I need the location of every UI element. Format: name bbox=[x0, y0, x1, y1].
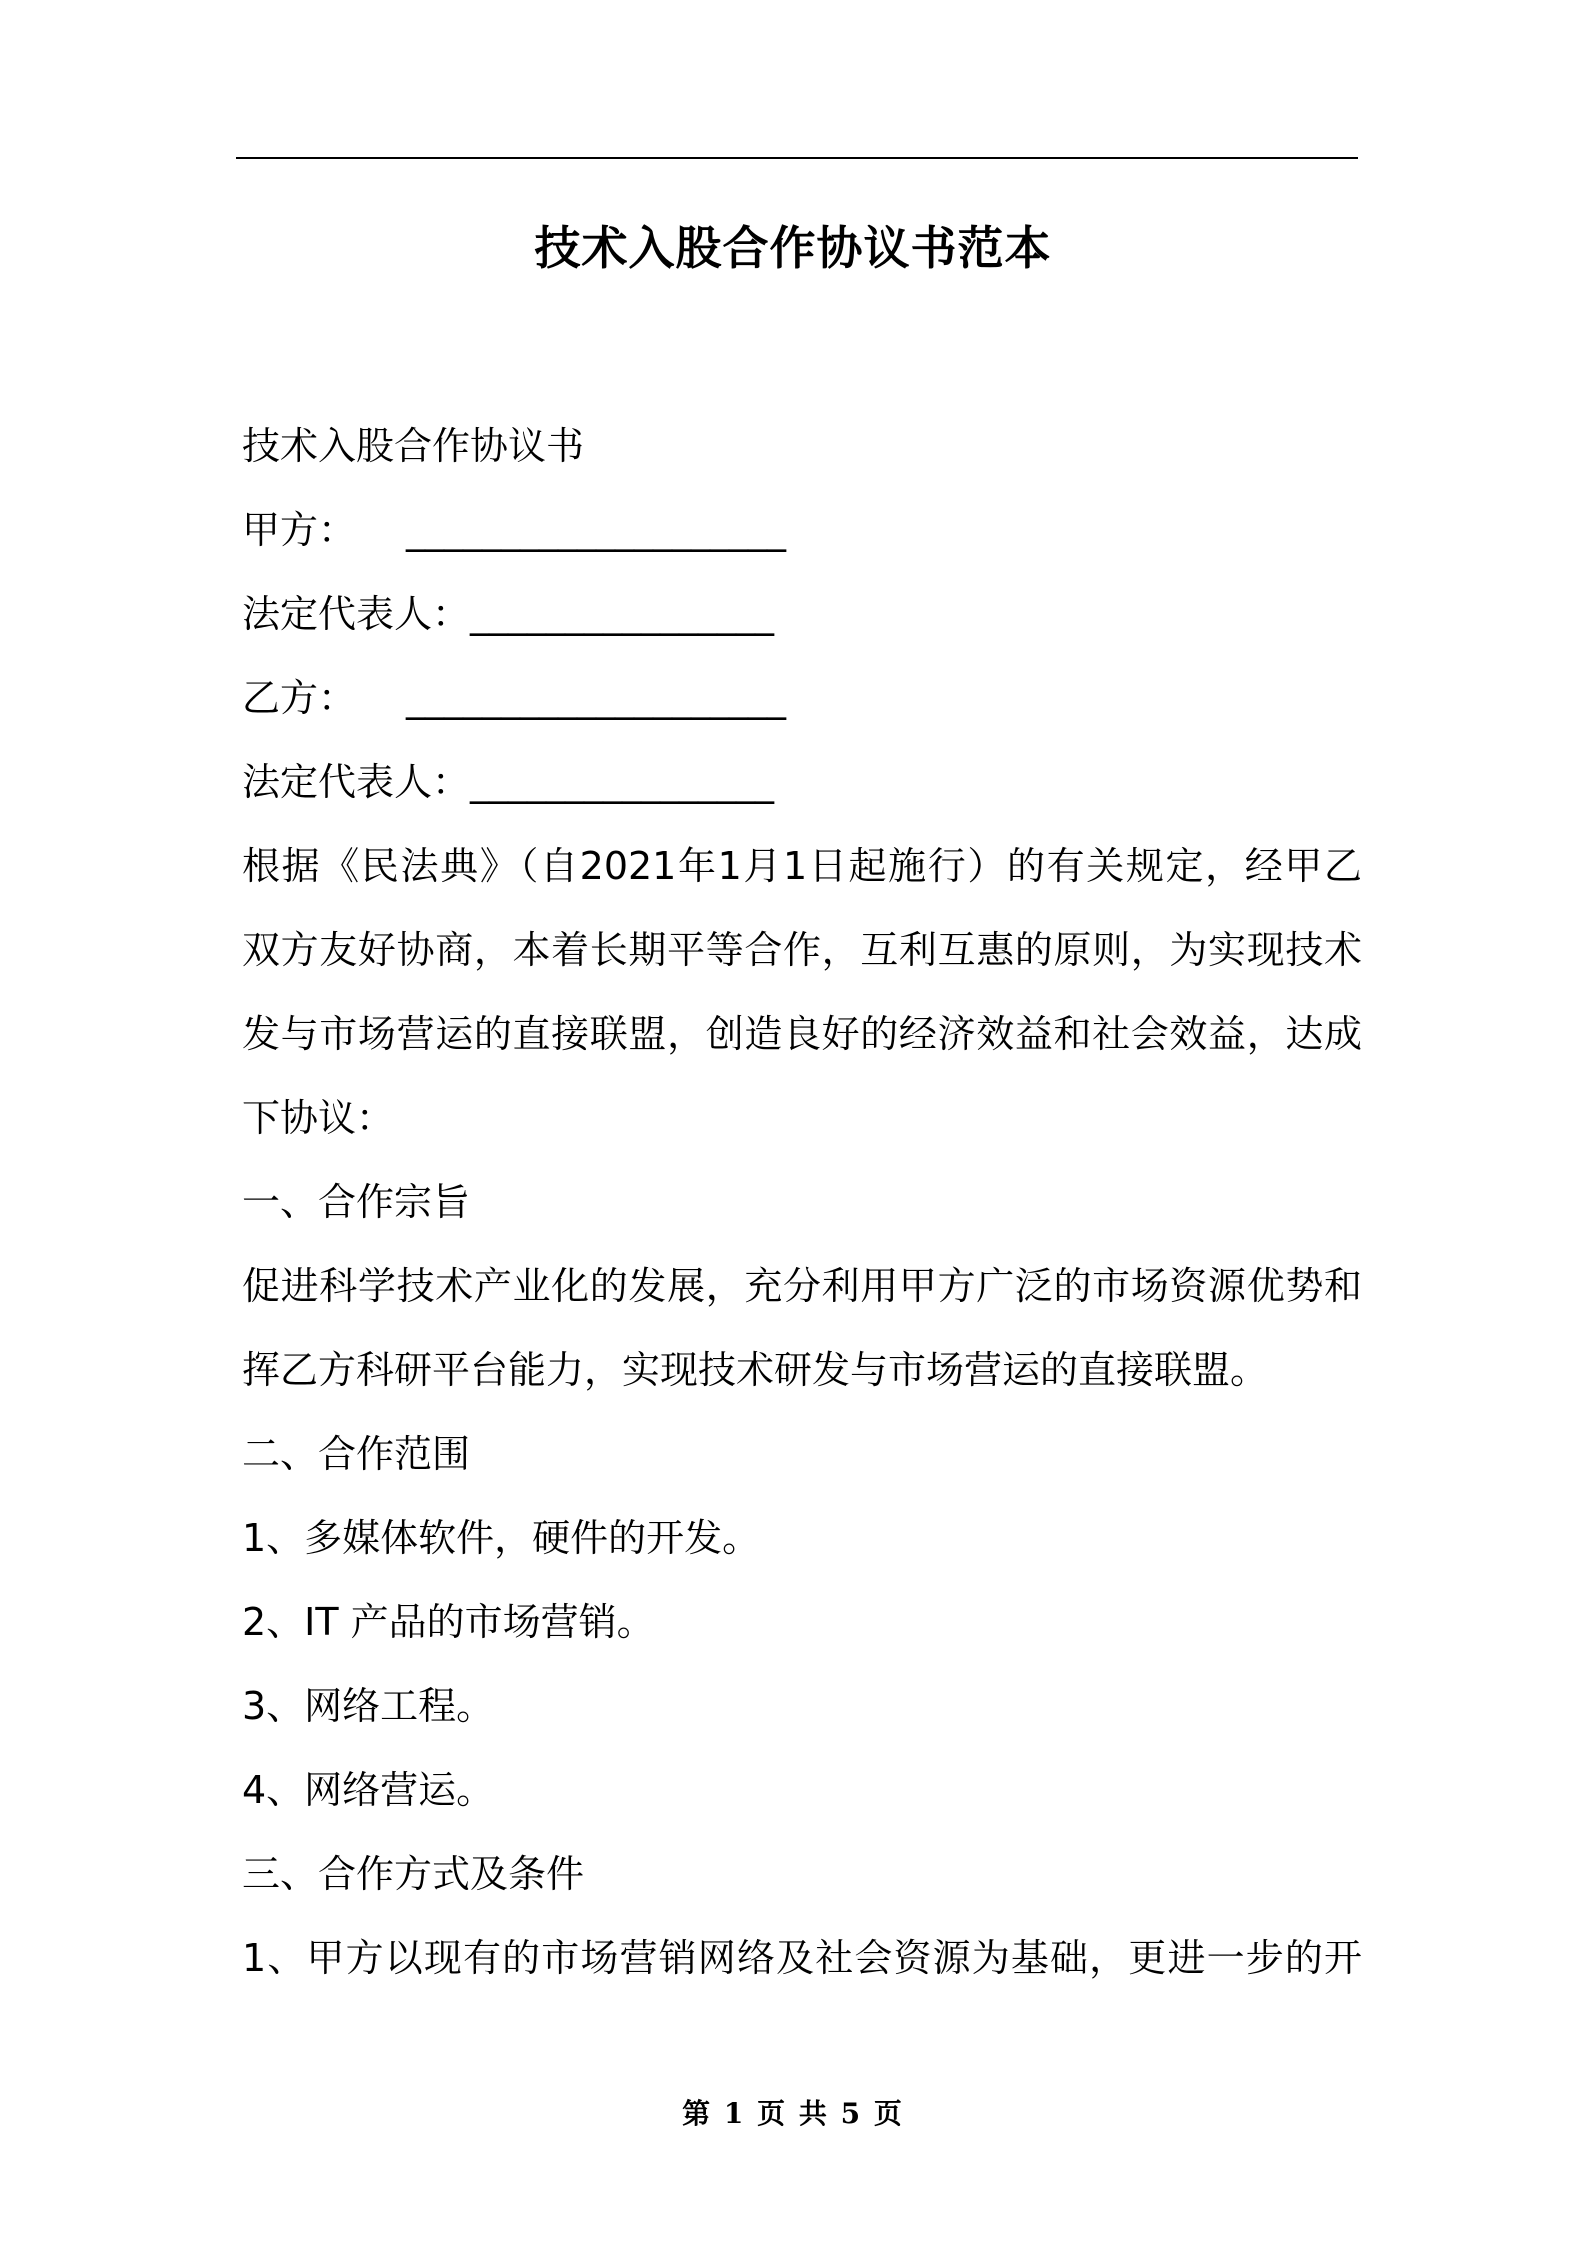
section-paragraph-line: 挥乙方科研平台能力，实现技术研发与市场营运的直接联盟。 bbox=[242, 1348, 1269, 1392]
header-rule bbox=[236, 157, 1358, 159]
intro-line: 根据《民法典》（自2021年1月1日起施行）的有关规定，经甲乙 bbox=[242, 844, 1362, 888]
party-b-label: 乙方： bbox=[242, 676, 357, 720]
intro-line: 发与市场营运的直接联盟，创造良好的经济效益和社会效益，达成 bbox=[242, 1012, 1362, 1056]
party-a-label: 甲方： bbox=[242, 508, 357, 552]
party-a-rep-row bbox=[242, 572, 1362, 656]
document-body bbox=[242, 404, 1362, 2000]
intro-line: 下协议： bbox=[242, 1096, 395, 1140]
party-a-rep-label: 法定代表人： bbox=[242, 592, 471, 636]
party-b-rep-blank: ________________ bbox=[470, 760, 775, 804]
list-item: 3、网络工程。 bbox=[242, 1684, 495, 1728]
document-subtitle: 技术入股合作协议书 bbox=[242, 424, 585, 468]
party-b-blank: ____________________ bbox=[406, 676, 787, 720]
list-item: 1、甲方以现有的市场营销网络及社会资源为基础，更进一步的开 bbox=[242, 1936, 1362, 1980]
party-b-rep-row bbox=[242, 740, 1362, 824]
section-heading: 一、合作宗旨 bbox=[242, 1180, 471, 1224]
document-title: 技术入股合作协议书范本 bbox=[534, 221, 1052, 275]
page-number: 第 1 页 共 5 页 bbox=[682, 2097, 904, 2130]
party-a-rep-blank: ________________ bbox=[470, 592, 775, 636]
intro-line: 双方友好协商，本着长期平等合作，互利互惠的原则，为实现技术 bbox=[242, 928, 1362, 972]
party-b-row bbox=[242, 656, 1362, 740]
party-b-rep-label: 法定代表人： bbox=[242, 760, 471, 804]
section-paragraph-line: 促进科学技术产业化的发展，充分利用甲方广泛的市场资源优势和 bbox=[242, 1264, 1362, 1308]
list-item: 1、多媒体软件，硬件的开发。 bbox=[242, 1516, 761, 1560]
section-heading: 二、合作范围 bbox=[242, 1432, 471, 1476]
list-item: 2、IT 产品的市场营销。 bbox=[242, 1600, 655, 1644]
list-item: 4、网络营运。 bbox=[242, 1768, 495, 1812]
party-a-blank: ____________________ bbox=[406, 508, 787, 552]
party-a-row bbox=[242, 488, 1362, 572]
section-heading: 三、合作方式及条件 bbox=[242, 1852, 585, 1896]
